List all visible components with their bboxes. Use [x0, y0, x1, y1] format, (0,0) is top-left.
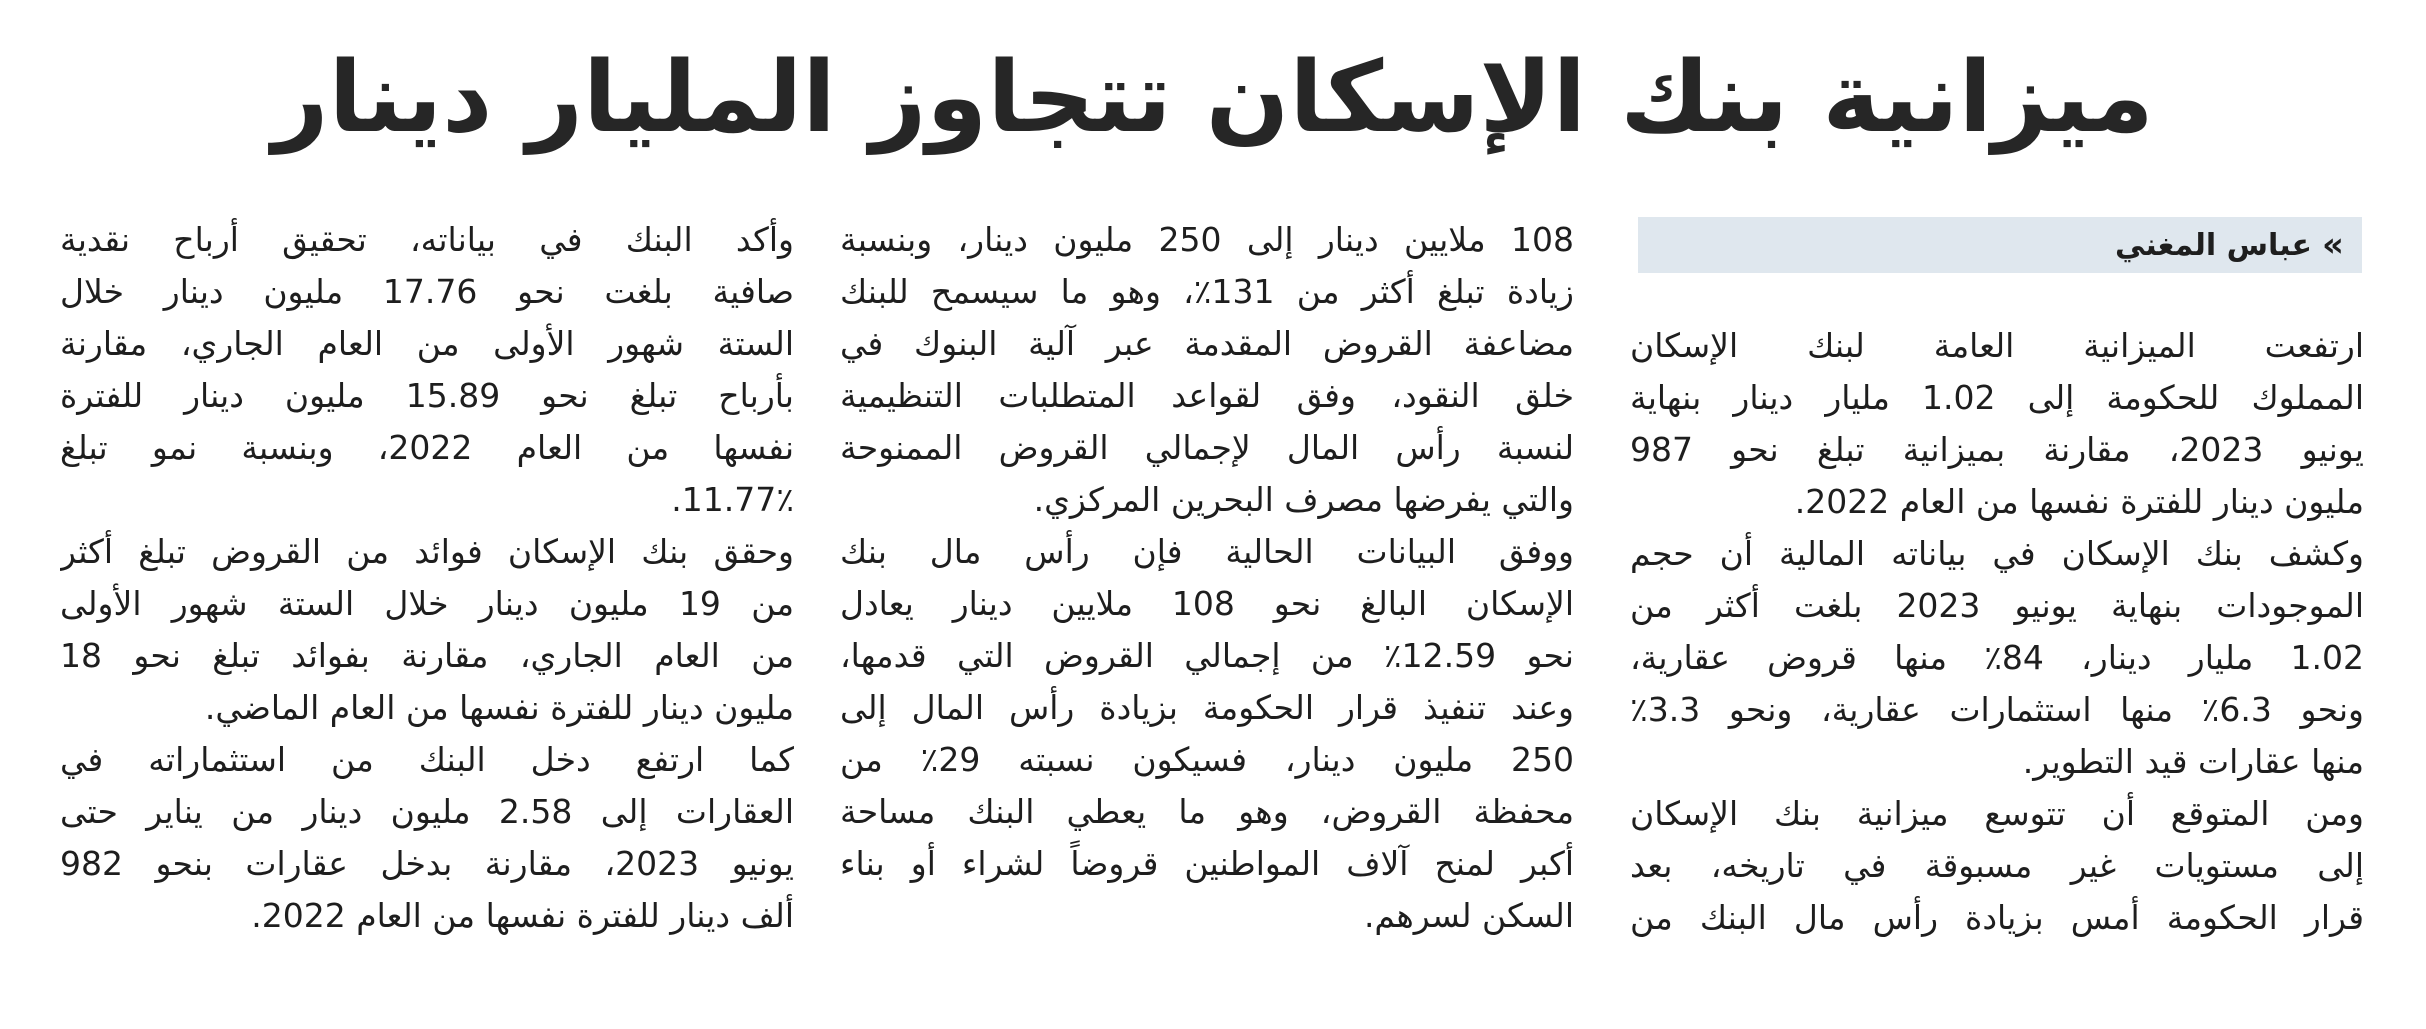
text-line: زيادة تبلغ أكثر من 131٪، وهو ما سيسمح للبنك [840, 272, 1574, 311]
double-chevron-icon: » [2322, 225, 2344, 265]
text-line: مليون دينار للفترة نفسها من العام الماضي. [204, 688, 794, 727]
text-line: لنسبة رأس المال لإجمالي القروض الممنوحة [840, 428, 1574, 467]
text-line: من 19 مليون دينار خلال الستة شهور الأولى [60, 584, 794, 623]
text-line: مضاعفة القروض المقدمة عبر آلية البنوك في [840, 324, 1574, 363]
text-line: السكن لسرهم. [1363, 896, 1574, 935]
text-line: الستة شهور الأولى من العام الجاري، مقارنة [60, 324, 794, 363]
author-byline [1638, 217, 2362, 273]
text-line: خلق النقود، وفق لقواعد المتطلبات التنظيمية [840, 376, 1574, 415]
text-line: نحو 12.59٪ من إجمالي القروض التي قدمها، [840, 636, 1574, 675]
text-line: نفسها من العام 2022، وبنسبة نمو تبلغ [60, 428, 794, 467]
article-column-left [60, 214, 794, 994]
text-line: 1.02 مليار دينار، 84٪ منها قروض عقارية، [1630, 638, 2364, 677]
text-line: يونيو 2023، مقارنة بميزانية تبلغ نحو 987 [1630, 430, 2364, 469]
text-line: 108 ملايين دينار إلى 250 مليون دينار، وبنسبة [840, 220, 1574, 259]
text-line: مليون دينار للفترة نفسها من العام 2022. [1794, 482, 2364, 521]
article-column-right [1630, 320, 2364, 1000]
text-line: 250 مليون دينار، فسيكون نسبته 29٪ من [840, 740, 1574, 779]
text-line: والتي يفرضها مصرف البحرين المركزي. [1033, 480, 1574, 519]
text-line: وحقق بنك الإسكان فوائد من القروض تبلغ أكثر [60, 532, 794, 571]
article-column-middle [840, 214, 1574, 994]
text-line: ومن المتوقع أن تتوسع ميزانية بنك الإسكان [1630, 794, 2364, 833]
text-line: الموجودات بنهاية يونيو 2023 بلغت أكثر من [1630, 586, 2364, 625]
text-line: المملوك للحكومة إلى 1.02 مليار دينار بنهاية [1630, 378, 2364, 417]
text-line: من العام الجاري، مقارنة بفوائد تبلغ نحو 18 [60, 636, 794, 675]
text-line: ونحو 6.3٪ منها استثمارات عقارية، ونحو 3.3٪ [1630, 690, 2364, 729]
text-line: صافية بلغت نحو 17.76 مليون دينار خلال [60, 272, 794, 311]
text-line: ووفق البيانات الحالية فإن رأس مال بنك [840, 532, 1574, 571]
text-line: العقارات إلى 2.58 مليون دينار من يناير حتى [60, 792, 794, 831]
text-line: وعند تنفيذ قرار الحكومة بزيادة رأس المال إلى [840, 688, 1574, 727]
text-line: وكشف بنك الإسكان في بياناته المالية أن حجم [1630, 534, 2364, 573]
text-line: محفظة القروض، وهو ما يعطي البنك مساحة [840, 792, 1574, 831]
text-line: بأرباح تبلغ نحو 15.89 مليون دينار للفترة [60, 376, 794, 415]
text-line: يونيو 2023، مقارنة بدخل عقارات بنحو 982 [60, 844, 794, 883]
text-line: إلى مستويات غير مسبوقة في تاريخه، بعد [1630, 846, 2364, 885]
text-line: أكبر لمنح آلاف المواطنين قروضاً لشراء أو بناء [840, 844, 1574, 883]
text-line: ارتفعت الميزانية العامة لبنك الإسكان [1630, 326, 2364, 365]
text-line: وأكد البنك في بياناته، تحقيق أرباح نقدية [60, 220, 794, 259]
text-line: منها عقارات قيد التطوير. [2022, 742, 2364, 781]
text-line: كما ارتفع دخل البنك من استثماراته في [60, 740, 794, 779]
text-line: الإسكان البالغ نحو 108 ملايين دينار يعادل [840, 584, 1574, 623]
text-line: قرار الحكومة أمس بزيادة رأس مال البنك من [1630, 898, 2364, 937]
author-name: عباس المغني [2114, 227, 2313, 263]
page-title: ميزانية بنك الإسكان تتجاوز المليار دينار [272, 41, 2154, 155]
text-line: 11.77٪. [671, 480, 794, 519]
text-line: ألف دينار للفترة نفسها من العام 2022. [251, 896, 794, 935]
